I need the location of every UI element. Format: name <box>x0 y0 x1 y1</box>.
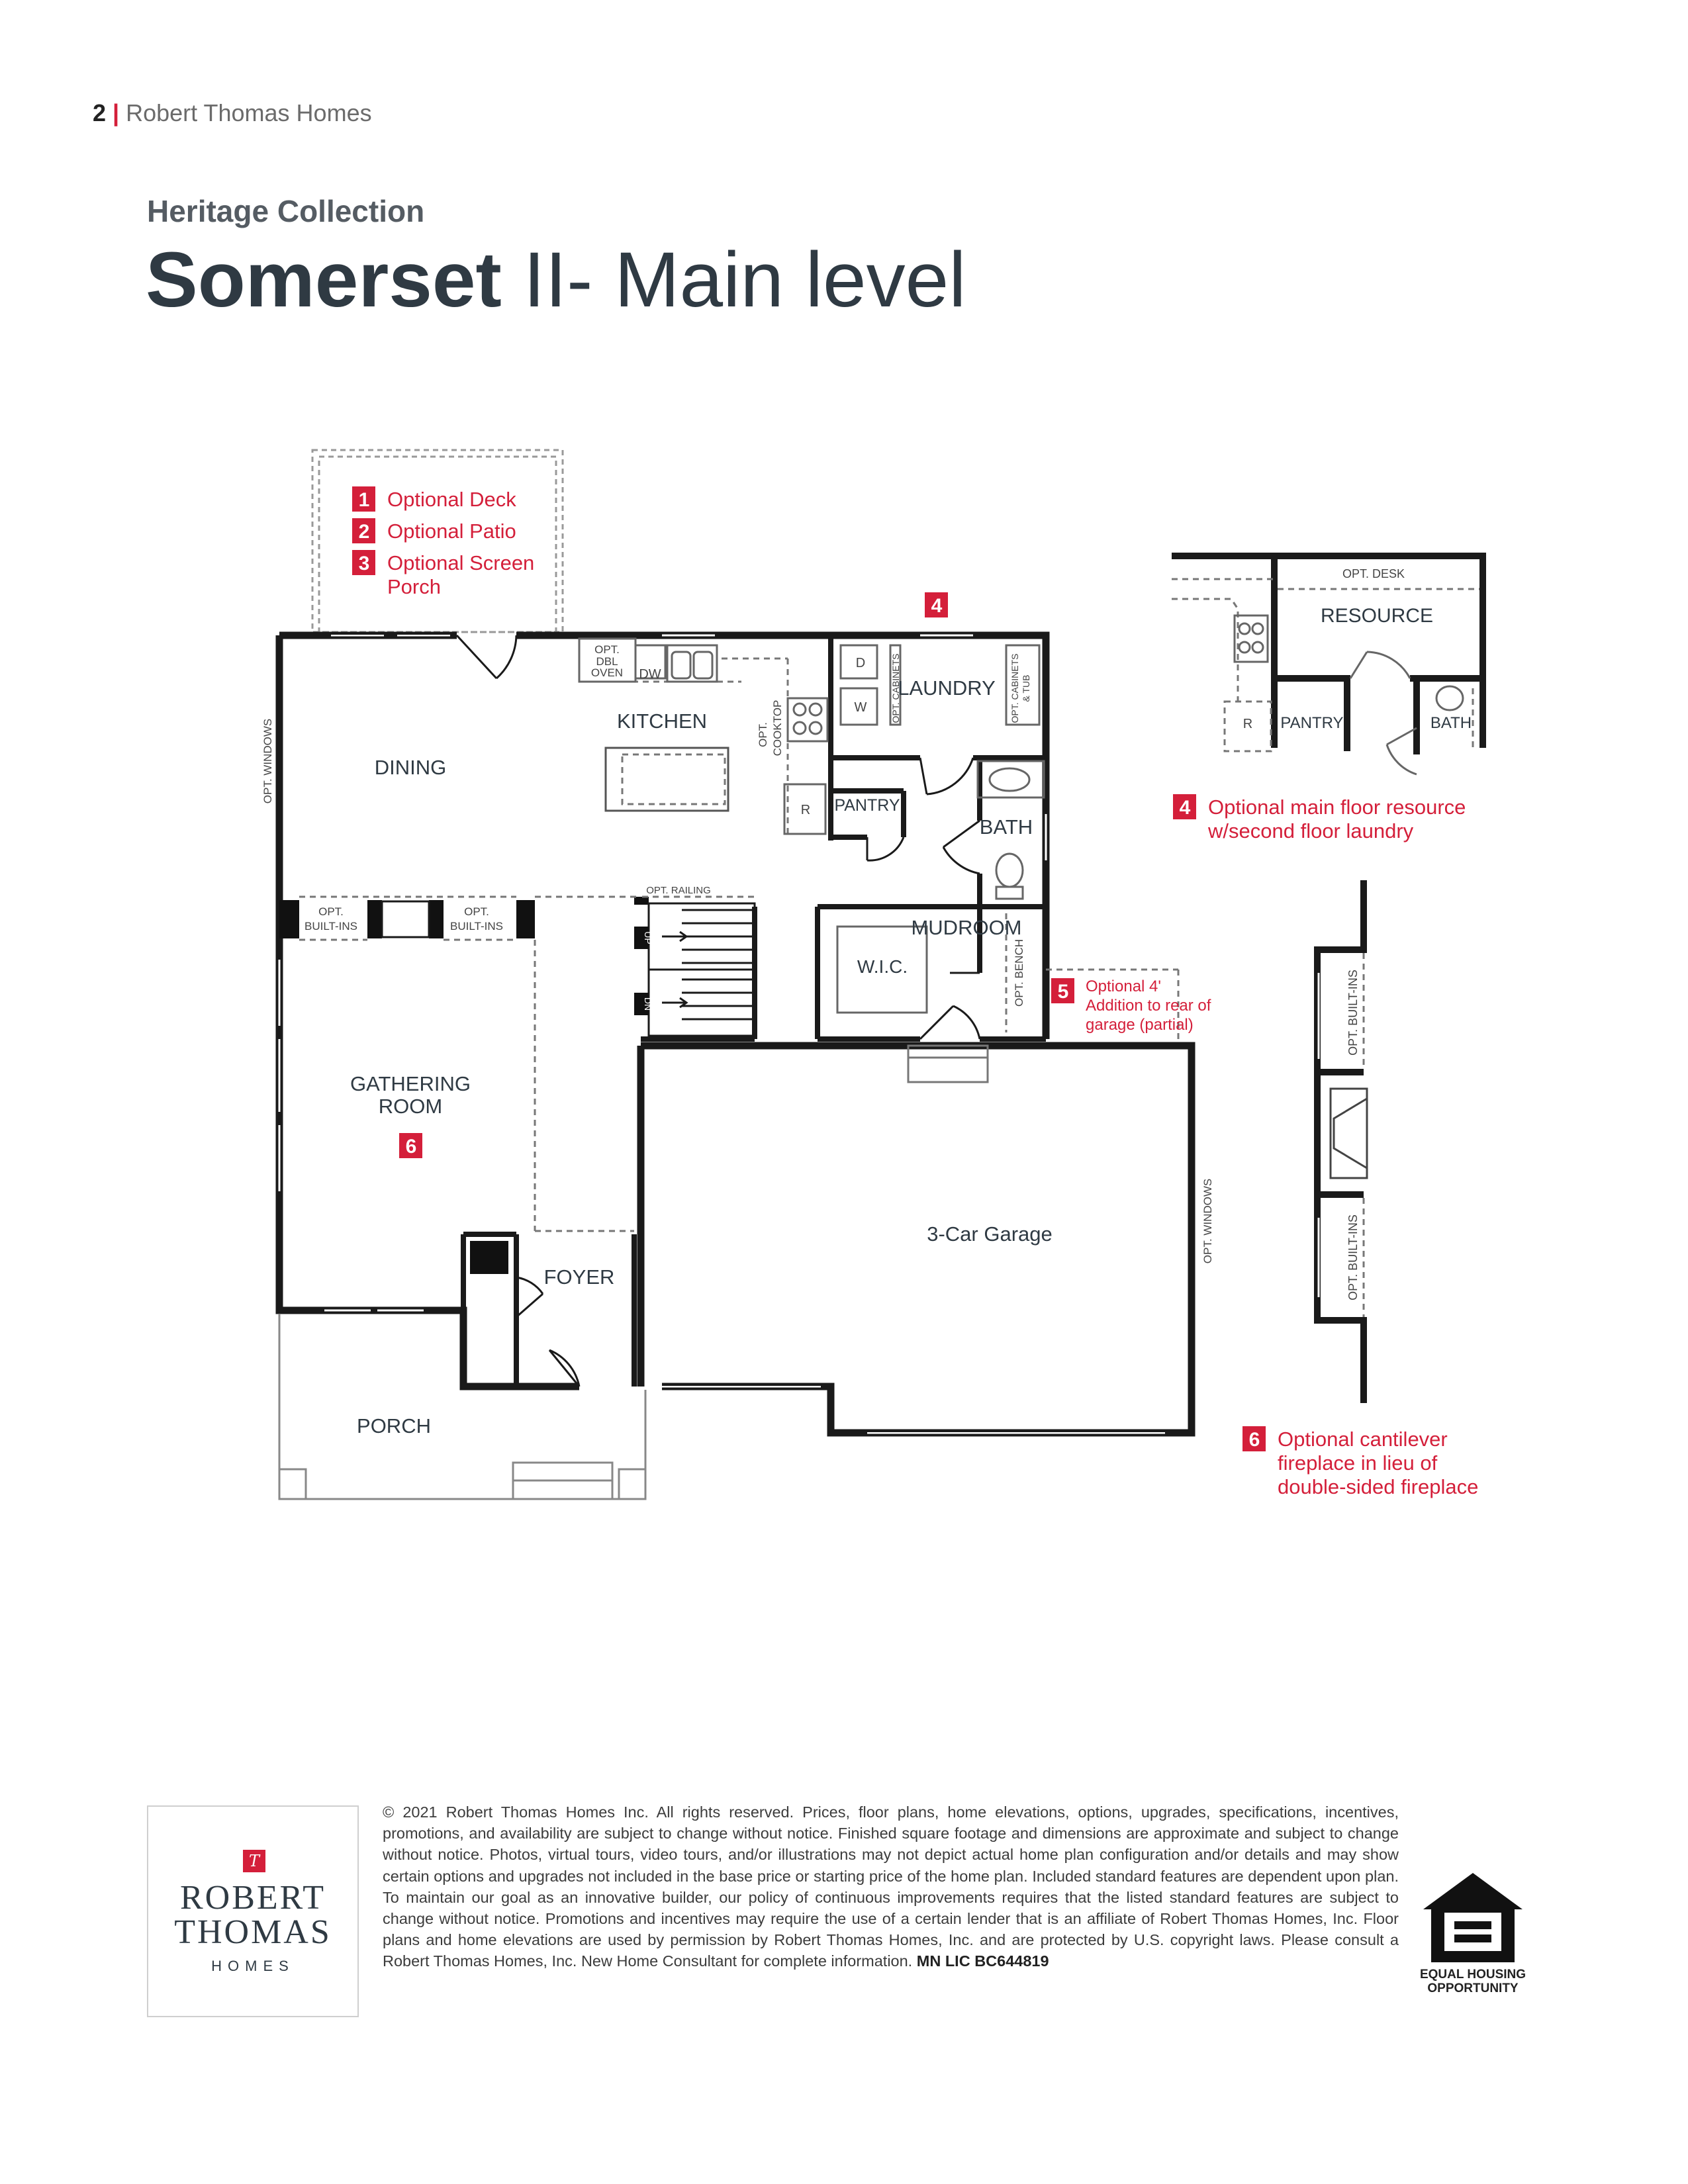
garage-step <box>908 1046 988 1082</box>
label-tub: & TUB <box>1021 674 1031 702</box>
inset-fridge: R <box>1243 717 1253 731</box>
option-num-3: 3 <box>358 553 370 574</box>
label-fridge: R <box>800 803 811 817</box>
option-list <box>352 486 534 598</box>
label-opt-railing: OPT. RAILING <box>646 885 711 896</box>
inset-resource-note-2: w/second floor laundry <box>1208 819 1414 842</box>
equal-housing-logo <box>1417 1870 1529 1995</box>
eho-line-1: EQUAL HOUSING <box>1419 1968 1526 1981</box>
inset-builtins-bottom: OPT. BUILT-INS <box>1346 1214 1360 1300</box>
eho-caption <box>1417 1968 1529 1995</box>
label-opt-bench: OPT. BENCH <box>1013 938 1025 1007</box>
label-pantry: PANTRY <box>834 796 900 815</box>
inset-fireplace-note-1: Optional cantilever <box>1278 1428 1448 1451</box>
legal-disclaimer <box>383 1801 1399 1972</box>
fireplace <box>382 901 429 937</box>
label-opt-cabinets-tub: OPT. CABINETS <box>1009 653 1020 723</box>
option-5-line1: Optional 4' <box>1086 978 1161 995</box>
logo-line-3: HOMES <box>211 1958 295 1974</box>
inset-opt-desk: OPT. DESK <box>1342 567 1405 580</box>
label-garage-windows: OPT. WINDOWS <box>1201 1178 1214 1264</box>
small-labels <box>261 643 1214 1263</box>
inset-builtins-top: OPT. BUILT-INS <box>1346 970 1360 1056</box>
option-5-num: 5 <box>1057 981 1069 1003</box>
option-5-line3: garage (partial) <box>1086 1016 1194 1034</box>
label-oven: OVEN <box>590 666 624 679</box>
inset-fireplace <box>1243 880 1478 1498</box>
label-up: UP <box>643 931 653 944</box>
inset-resource-note-1: Optional main floor resource <box>1208 796 1466 819</box>
label-gathering-2: ROOM <box>378 1095 443 1118</box>
stairs <box>649 903 755 1036</box>
label-dryer: D <box>855 656 866 670</box>
label-builtins-1: BUILT-INS <box>305 920 357 933</box>
label-opt-builtins-2: OPT. <box>464 905 489 918</box>
label-garage: 3-Car Garage <box>927 1222 1053 1246</box>
legal-text: © 2021 Robert Thomas Homes Inc. All rights reserved. Prices, floor plans, home elevations, options, upgrades, specifications, incentives, promotions, and availability are subject to change without notice. Finished square footage and dimensions are approximate and subject to change without notice. Photos, virtual tours, video tours, and/or illustrations may not depict actual home plan configuration and/or details and may show certain options and upgrades not included in the base price or starting price of the home plan. Included standard features are dependent upon plan. To maintain our goal as an innovative builder, our policy of continuous improvements requires that the listed standard features are subject to change without notice. Promotions and incentives may require the use of a certain lender that is an affiliate of Robert Thomas Homes, Inc. Floor plans and home elevations are used by permission by Robert Thomas Homes, Inc. and are protected by U.S. copyright laws. Please consult a Robert Thomas Homes, Inc. New Home Consultant for complete information. <box>383 1803 1399 1970</box>
label-opt-cabinets: OPT. CABINETS <box>890 653 901 723</box>
label-washer: W <box>854 700 867 715</box>
option-text-2: Optional Patio <box>387 520 516 543</box>
label-wic: W.I.C. <box>857 956 908 977</box>
kitchen-island <box>606 748 728 811</box>
option-num-1: 1 <box>358 489 370 511</box>
option-text-3b: Porch <box>387 575 441 598</box>
logo-line-2: THOMAS <box>174 1913 332 1951</box>
label-opt-builtins-1: OPT. <box>318 905 344 918</box>
page-number: 2 <box>93 99 107 126</box>
label-opt-windows: OPT. WINDOWS <box>261 718 274 804</box>
marker-4-num: 4 <box>931 595 943 617</box>
exterior-walls <box>279 635 1192 1433</box>
label-dn: DN <box>643 997 653 1011</box>
license-number: MN LIC BC644819 <box>916 1952 1049 1970</box>
label-mudroom: MUDROOM <box>911 916 1022 939</box>
label-porch: PORCH <box>357 1414 431 1437</box>
title-rest: II- Main level <box>501 236 966 324</box>
option-text-1: Optional Deck <box>387 488 516 511</box>
eho-line-2: OPPORTUNITY <box>1427 1981 1519 1995</box>
label-dining: DINING <box>374 756 447 779</box>
collection-name: Heritage Collection <box>147 194 425 228</box>
robert-thomas-logo <box>147 1805 359 2017</box>
inset-resource-num: 4 <box>1179 797 1191 819</box>
inset-fireplace-note-3: double-sided fireplace <box>1278 1475 1479 1498</box>
logo-line-1: ROBERT <box>179 1879 326 1917</box>
label-dbl: DBL <box>596 655 618 668</box>
label-gathering-1: GATHERING <box>350 1072 471 1095</box>
label-kitchen: KITCHEN <box>616 709 708 733</box>
title-bold: Somerset <box>146 236 502 324</box>
header-brand: Robert Thomas Homes <box>126 99 372 126</box>
option-5-line2: Addition to rear of <box>1086 997 1211 1015</box>
inset-fireplace-num: 6 <box>1248 1429 1260 1451</box>
logo-mark-icon: T <box>243 1850 265 1872</box>
inset-fireplace-note-2: fireplace in lieu of <box>1278 1451 1438 1475</box>
option-num-2: 2 <box>358 521 370 543</box>
marker-6-num: 6 <box>405 1136 417 1158</box>
option-text-3: Optional Screen <box>387 551 535 574</box>
label-opt-oven: OPT. <box>594 643 620 656</box>
inset-resource <box>1172 556 1483 842</box>
inset-pantry: PANTRY <box>1280 714 1344 732</box>
label-foyer: FOYER <box>543 1265 615 1289</box>
inset-bath: BATH <box>1430 714 1472 732</box>
header-divider: | <box>113 99 120 126</box>
label-dw: DW <box>639 667 661 682</box>
label-cooktop: COOKTOP <box>771 700 784 756</box>
label-opt-cooktop: OPT. <box>757 722 769 747</box>
equal-housing-icon <box>1417 1870 1529 1966</box>
label-laundry: LAUNDRY <box>898 676 996 700</box>
label-bath: BATH <box>979 815 1033 839</box>
label-builtins-2: BUILT-INS <box>450 920 503 933</box>
inset-resource-label: RESOURCE <box>1320 605 1434 627</box>
